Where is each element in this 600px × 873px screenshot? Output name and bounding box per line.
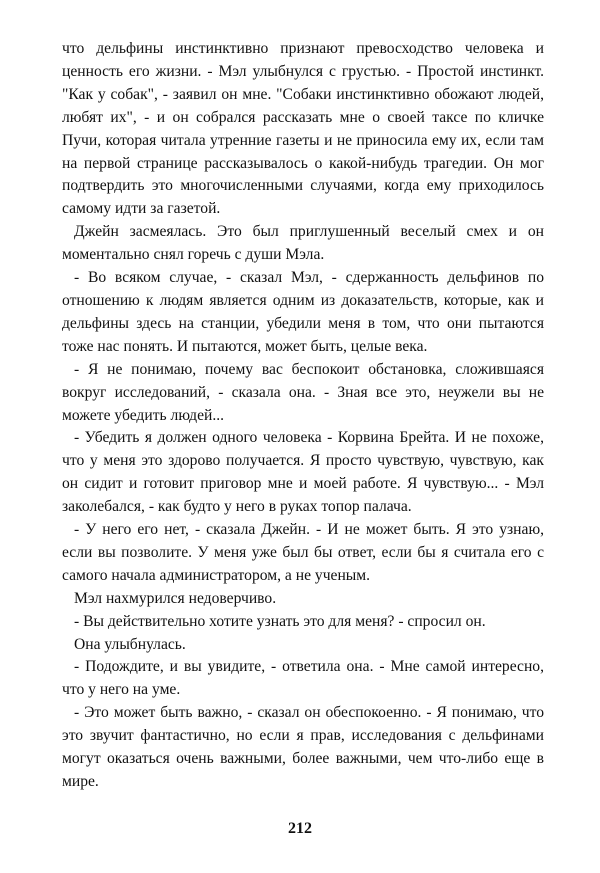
paragraph: - Во всяком случае, - сказал Мэл, - сдержанность дельфинов по отношению к людям является одним из доказательств, которые, как и дельфины здесь на станции, убедили меня в том, что они пытаются тоже нас понять. И пытаются, может быть, целые века. [62,269,544,355]
paragraph: - У него его нет, - сказала Джейн. - И не может быть. Я это узнаю, если вы позволите. У меня уже был бы ответ, если бы я считала его с самого начала администратором, а не ученым. [62,521,544,584]
page-number: 212 [288,820,312,837]
paragraph: Мэл нахмурился недоверчиво. [74,589,277,607]
paragraph: - Вы действительно хотите узнать это для меня? - спросил он. [74,612,486,630]
page-text [62,38,544,794]
paragraph: - Это может быть важно, - сказал он обеспокоенно. - Я понимаю, что это звучит фантастично, но если я прав, исследования с дельфинами могут оказаться очень важными, более важными, чем что-либо еще в мире. [62,704,544,790]
paragraph: Она улыбнулась. [74,635,186,653]
paragraph: Джейн засмеялась. Это был приглушенный веселый смех и он моментально снял горечь с души Мэла. [62,223,544,264]
paragraph: - Я не понимаю, почему вас беспокоит обстановка, сложившаяся вокруг исследований, - сказала она. - Зная все это, неужели вы не можете убедить людей... [62,360,544,424]
paragraph: - Подождите, и вы увидите, - ответила она. - Мне самой интересно, что у него на уме. [62,658,544,699]
paragraph: что дельфины инстинктивно признают превосходство человека и ценность его жизни. - Мэл улыбнулся с грустью. - Простой инстинкт. "Как у собак", - заявил он мне. "Собаки инстинктивно обожают людей, любят их", - и он собрался рассказать мне о своей таксе по кличке Пучи, которая читала утренние газеты и не приносила ему их, если там на первой странице рассказывалось о какой-нибудь трагедии. Он мог подтвердить это многочисленными случаями, когда ему приходилось самому идти за газетой. [62,40,544,218]
paragraph: - Убедить я должен одного человека - Корвина Брейта. И не похоже, что у меня это здорово получается. Я просто чувствую, чувствую, как он сидит и готовит приговор мне и моей работе. Я чувствую... - Мэл заколебался, - как будто у него в руках топор палача. [62,429,544,516]
